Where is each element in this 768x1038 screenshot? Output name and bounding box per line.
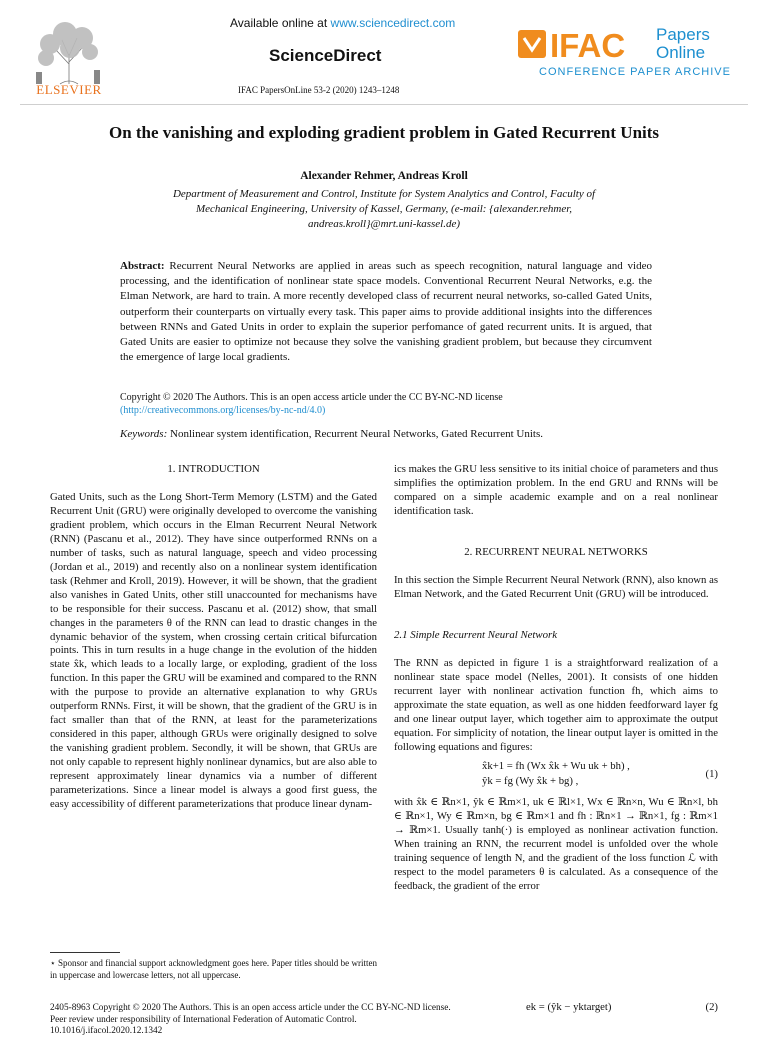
- paper-affiliation: Department of Measurement and Control, Institute for System Analytics and Control, Faculty of Mechanical Engineering, University of Kassel, Germany, (e-mail: {alexander.rehmer, andreas.kroll}@mrt.uni-kassel.de): [172, 188, 596, 230]
- abstract-label: Abstract:: [120, 260, 165, 272]
- keywords-label: Keywords:: [120, 428, 168, 440]
- introduction-continued: ics makes the GRU less sensitive to its initial choice of parameters and thus simplifies the optimization problem. In the end GRU and RNNs will be compared on a simple academic example and on a real nonlinear identification task.: [394, 463, 718, 517]
- copyright-text: Copyright © 2020 The Authors. This is an open access article under the CC BY-NC-ND license: [120, 392, 503, 403]
- section-heading-rnn: 2. RECURRENT NEURAL NETWORKS: [464, 546, 648, 558]
- available-prefix: Available online at: [230, 16, 331, 30]
- journal-reference: IFAC PapersOnLine 53-2 (2020) 1243–1248: [238, 85, 400, 95]
- peer-review-line: Peer review under responsibility of International Federation of Automatic Control.: [50, 1014, 357, 1025]
- ifac-papers: Papers: [656, 26, 710, 44]
- rnn-description: The RNN as depicted in figure 1 is a straightforward realization of a nonlinear state space model (Nelles, 2001). It consists of one hidden recurrent layer with nonlinear activation function fh, which aims to approximate the state equation, as well as one hidden feedforward layer fg and one linear output layer, which together aim to approximate the output equation. For simplicity of notation, the linear output layer is omitted in the following equations and figures:: [394, 657, 718, 753]
- sciencedirect-title: ScienceDirect: [269, 46, 382, 65]
- issn-line: 2405-8963 Copyright © 2020 The Authors. This is an open access article under the CC BY-NC-ND license.: [50, 1003, 451, 1013]
- section2-text: In this section the Simple Recurrent Neural Network (RNN), also known as Elman Network, and the Gated Recurrent Unit (GRU) will be introduced.: [394, 574, 718, 600]
- subsection-heading-simple-rnn: 2.1 Simple Recurrent Neural Network: [394, 629, 558, 641]
- section-heading-introduction: 1. INTRODUCTION: [167, 463, 260, 475]
- keywords-text: Nonlinear system identification, Recurrent Neural Networks, Gated Recurrent Units.: [170, 428, 543, 440]
- sciencedirect-link[interactable]: www.sciencedirect.com: [330, 16, 456, 30]
- rnn-definitions: with x̂k ∈ ℝn×1, ŷk ∈ ℝm×1, uk ∈ ℝl×1, Wx ∈ ℝn×n, Wu ∈ ℝn×l, bh ∈ ℝn×1, Wy ∈ ℝm×n, bg ∈ ℝm×1 and fh : ℝn×1 → ℝn×1, fg : ℝm×1 → ℝm×1. Usually tanh(·) is employed as nonlinear activation function. When training an RNN, the recurrent model is unfolded over the whole training sequence of length N, and the gradient of the loss function ℒ with respect to the model parameters θ is calculated. As a consequence of the feedback, the gradient of the error: [394, 796, 718, 892]
- equation-2-number: (2): [705, 1001, 718, 1013]
- footnote-divider: [50, 952, 120, 953]
- paper-authors: Alexander Rehmer, Andreas Kroll: [300, 170, 468, 182]
- keywords: [120, 427, 652, 442]
- equation-2-body: ek = (ŷk − yktarget): [526, 1001, 612, 1013]
- equation-1: [394, 760, 718, 794]
- elsevier-wordmark: ELSEVIER: [36, 82, 102, 97]
- equation-1-number: (1): [705, 768, 718, 780]
- doi-link[interactable]: 10.1016/j.ifacol.2020.12.1342: [50, 1026, 163, 1036]
- equation-1-line-2: ŷk = fg (Wy x̂k + bg) ,: [482, 775, 579, 787]
- publication-footer: [50, 1003, 610, 1038]
- ifac-emblem-icon: [518, 30, 546, 58]
- header-divider: [20, 104, 748, 105]
- ifac-word: IFAC: [550, 27, 626, 64]
- introduction-text: Gated Units, such as the Long Short-Term Memory (LSTM) and the Gated Recurrent Unit (GRU) were originally developed to overcome the vanishing gradient problem, which occurs in the Elman Recurrent Neural Network (RNN) (Pascanu et al., 2012). They have since outperformed RNNs on a number of tasks, such as natural language, speech and video processing (Jordan et al., 2019) and recently also on a nonlinear system identification task (Rehmer and Kroll, 2019). However, it will be shown, that the gradient also vanishes in Gated Units, other still unaccounted for mechanisms have to be responsible for their success. Pascanu et al. (2012) show, that small changes in the parameters θ of the RNN can lead to drastic changes in the dynamic behavior of the system, when crossing certain critical bifurcation points. This in turn results in a huge change in the evolution of the hidden state x̂k, which leads to a locally large, or exploding, gradient of the loss function. In this paper the GRU will be examined and compared to the RNN with the purpose to provide an alternative explanation to why GRUs outperform RNNs. First, it will be shown, that the gradient of the GRU is in fact smaller than that of the RNN, at least for the parameterizations considered in this paper, although GRUs were originally designed to solve the vanishing gradient problem. Secondly, it will be shown, that GRUs are not only capable to represent highly nonlinear dynamics, but are also able to represent approximately linear dynamics via a number of different parameterizations. Since a linear model is always a good first guess, the easy accessibility of different parameterizations that produce linear dynam-: [50, 491, 377, 810]
- copyright-notice: [120, 391, 652, 417]
- license-link[interactable]: (http://creativecommons.org/licenses/by-nc-nd/4.0): [120, 405, 326, 416]
- footnote: ⋆ Sponsor and financial support acknowledgment goes here. Paper titles should be written in uppercase and lowercase letters, not all uppercase.: [50, 958, 377, 980]
- availability-line: [230, 16, 455, 30]
- abstract-text: Recurrent Neural Networks are applied in areas such as speech recognition, natural language and video processing, and the identification of nonlinear state space models. Conventional Recurrent Neural Networks, e.g. the Elman Network, are hard to train. A more recently developed class of recurrent neural networks, so-called Gated Units, outperform their counterparts on virtually every task. This paper aims to provide additional insights into the differences between RNNs and Gated Units in order to explain the superior perfomance of gated recurrent units. It is argued, that Gated Units are easier to optimize not because they solve the vanishing gradient problem, but because they circumvent the emergence of large local gradients.: [120, 260, 652, 364]
- equation-1-line-1: x̂k+1 = fh (Wx x̂k + Wu uk + bh) ,: [482, 760, 630, 772]
- abstract: [120, 259, 652, 365]
- ifac-online: Online: [656, 43, 706, 62]
- ifac-archive-tagline: CONFERENCE PAPER ARCHIVE: [539, 66, 731, 78]
- paper-title: On the vanishing and exploding gradient problem in Gated Recurrent Units: [108, 123, 660, 142]
